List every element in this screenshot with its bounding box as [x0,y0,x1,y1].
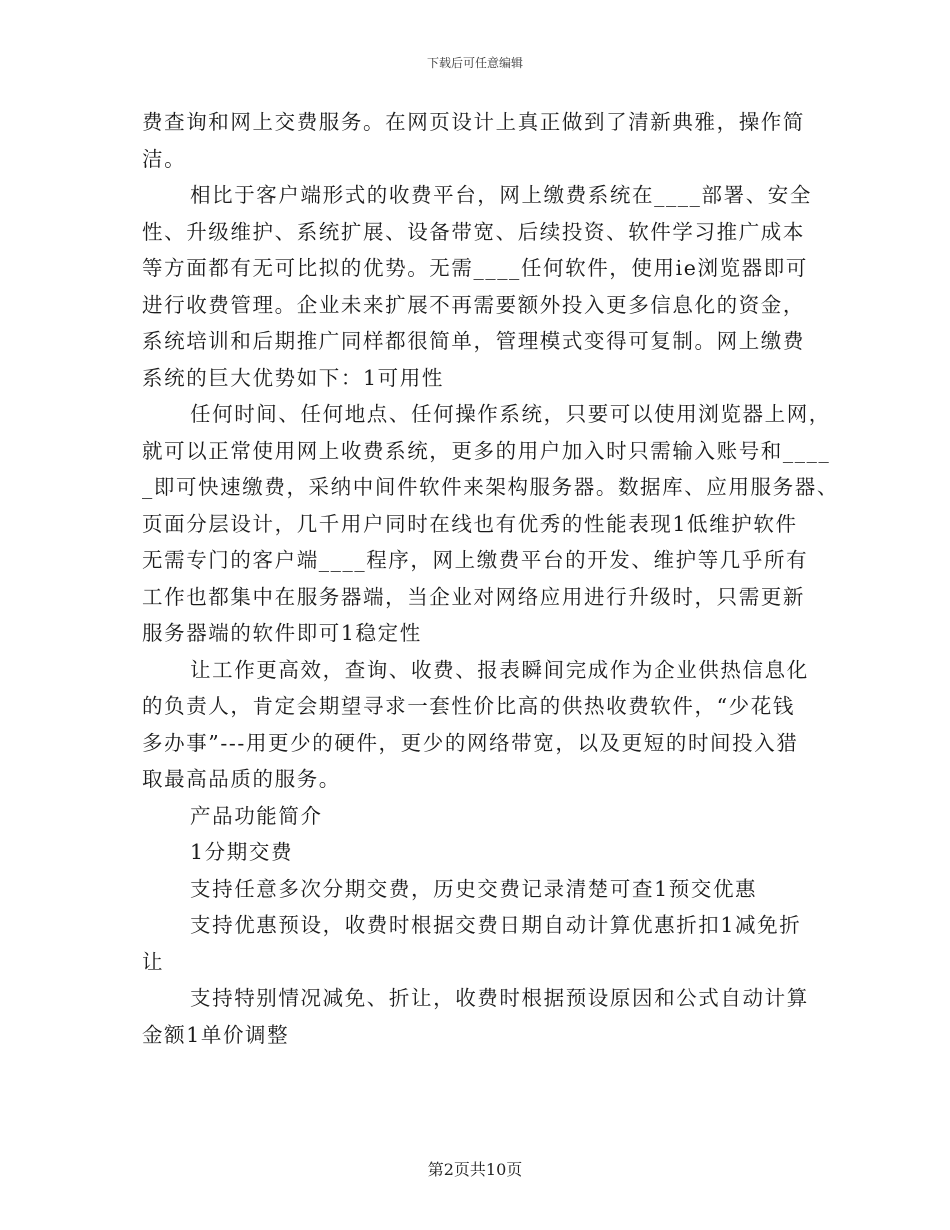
text-line: 系统的巨大优势如下：1可用性 [142,365,444,390]
text-line: 页面分层设计，几千用户同时在线也有优秀的性能表现1低维护软件 [142,511,798,536]
text-line: 相比于客户端形式的收费平台，网上缴费系统在____部署、安全 [190,183,812,207]
text-line: 任何时间、任何地点、任何操作系统，只要可以使用浏览器上网， [190,402,831,426]
document-body [142,104,839,1053]
text-line: _即可快速缴费，采纳中间件软件来架构服务器。数据库、应用服务器、 [142,475,839,499]
page-footer: 第2页共10页 [427,1160,523,1179]
text-line: 进行收费管理。企业未来扩展不再需要额外投入更多信息化的资金， [142,292,805,317]
text-line: 就可以正常使用网上收费系统，更多的用户加入时只需输入账号和____ [142,438,831,463]
text-line: 洁。 [142,146,187,171]
page-header: 下载后可任意编辑 [426,56,523,70]
text-line: 等方面都有无可比拟的优势。无需____任何软件，使用ie浏览器即可 [142,256,808,280]
text-line: 工作也都集中在服务器端，当企业对网络应用进行升级时，只需更新 [142,584,805,609]
text-line: 取最高品质的服务。 [142,767,341,791]
text-line: 让工作更高效，查询、收费、报表瞬间完成作为企业供热信息化 [190,657,809,682]
text-line: 系统培训和后期推广同样都很简单，管理模式变得可复制。网上缴费 [142,329,805,353]
text-line: 支持优惠预设，收费时根据交费日期自动计算优惠折扣1减免折 [190,913,802,937]
text-line: 让 [142,949,165,974]
text-line: 费查询和网上交费服务。在网页设计上真正做到了清新典雅，操作简 [142,110,805,134]
text-line: 无需专门的客户端____程序，网上缴费平台的开发、维护等几乎所有 [142,548,809,572]
text-line: 性、升级维护、系统扩展、设备带宽、后续投资、软件学习推广成本 [142,219,805,244]
text-line: 产品功能简介 [190,803,323,828]
text-line: 1分期交费 [190,840,294,864]
text-line: 支持特别情况减免、折让，收费时根据预设原因和公式自动计算 [190,986,809,1010]
text-line: 支持任意多次分期交费，历史交费记录清楚可查1预交优惠 [190,876,758,901]
text-line: 的负责人，肯定会期望寻求一套性价比高的供热收费软件，“少花钱 [142,694,795,718]
text-line: 金额1单价调整 [142,1022,290,1047]
text-line: 服务器端的软件即可1稳定性 [142,621,422,645]
text-line: 多办事”---用更少的硬件，更少的网络带宽，以及更短的时间投入猎 [142,730,799,755]
